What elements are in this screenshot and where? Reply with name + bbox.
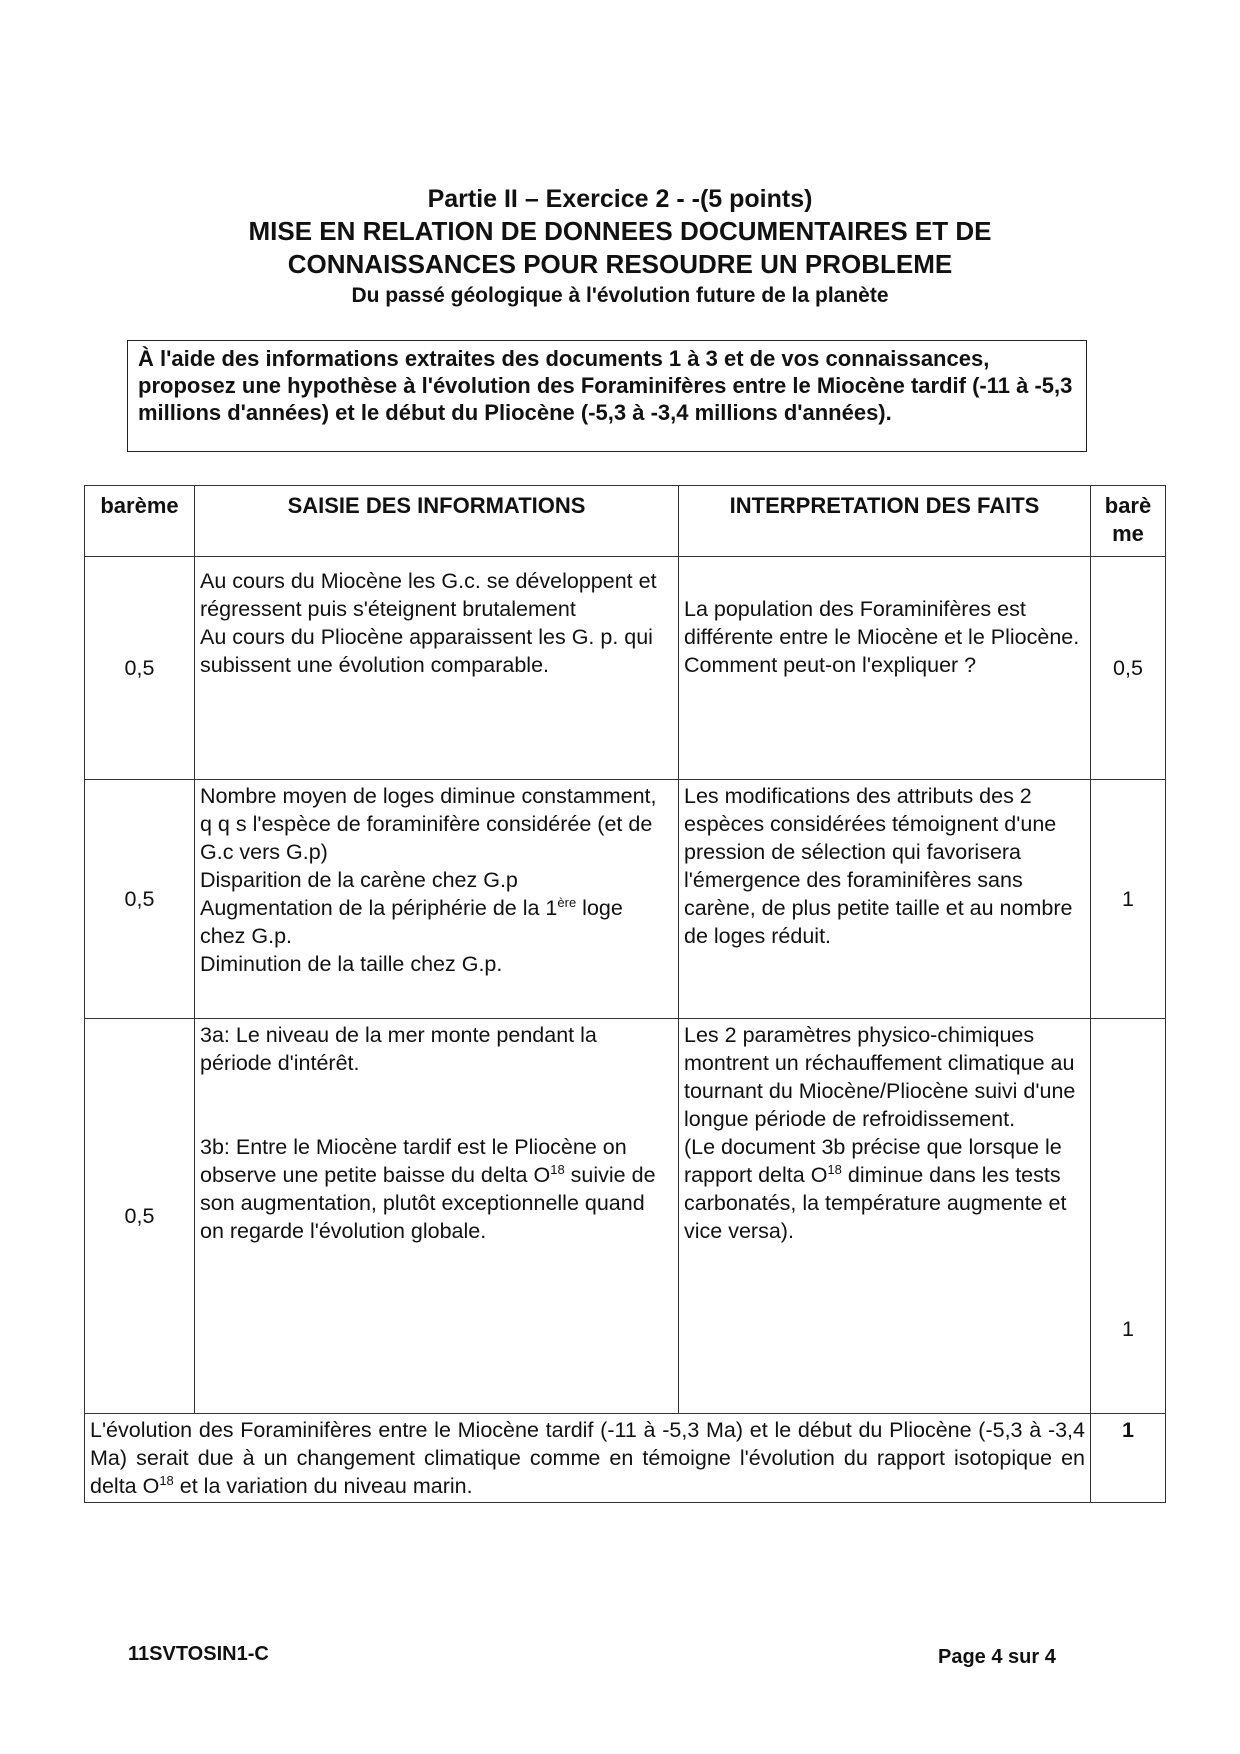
conclusion-text-a: L'évolution des Foraminifères entre le Miocène tardif (-11 à -5,3 Ma) et le début du Pliocène (-5,3 à -3,4 Ma) serait due à un changement climatique comme en témoigne l'évolution du rapport isotopique en delta O — [90, 1418, 1085, 1498]
row2-saisie — [195, 780, 679, 1019]
row3-interp-b: diminue dans les tests carbonatés, la température augmente et vice versa). — [684, 1163, 1067, 1243]
row1-bareme-right: 0,5 — [1091, 557, 1166, 780]
row3-saisie — [195, 1019, 679, 1414]
row3-saisie-3b — [200, 1133, 673, 1245]
conclusion-text-b: et la variation du niveau marin. — [179, 1474, 473, 1498]
exercise-subtitle-line2: CONNAISSANCES POUR RESOUDRE UN PROBLEME — [287, 249, 953, 279]
row3-interpretation — [679, 1019, 1091, 1414]
conclusion-row — [85, 1414, 1166, 1503]
header-interpretation: INTERPRETATION DES FAITS — [679, 486, 1091, 557]
page-number: Page 4 sur 4 — [938, 1646, 1056, 1668]
row2-bareme-left: 0,5 — [85, 780, 195, 1019]
conclusion-sup: 18 — [159, 1472, 174, 1488]
table-row — [85, 780, 1166, 1019]
row3-saisie-3b-sup: 18 — [550, 1161, 565, 1177]
row1-interpretation: La population des Foraminifères est différente entre le Miocène et le Pliocène. Comment peut-on l'expliquer ? — [679, 557, 1091, 780]
exercise-theme: Du passé géologique à l'évolution future de la planète — [351, 284, 889, 307]
table-row — [85, 557, 1166, 780]
document-code: 11SVTOSIN1-C — [128, 1643, 269, 1665]
table-header-row — [85, 486, 1166, 557]
grading-table — [84, 485, 1166, 1503]
header-saisie: SAISIE DES INFORMATIONS — [195, 486, 679, 557]
row2-saisie-a: Nombre moyen de loges diminue constamment, q q s l'espèce de foraminifère considérée (et de G.c vers G.p) Disparition de la carène chez G.p Augmentation de la périphérie de la 1 — [200, 784, 657, 920]
header-bareme-left: barème — [85, 486, 195, 557]
header-bareme-right: barème — [1091, 486, 1166, 557]
row3-bareme-right: 1 — [1091, 1019, 1166, 1414]
row2-saisie-sup: ère — [557, 894, 577, 910]
row1-saisie: Au cours du Miocène les G.c. se développent et régressent puis s'éteignent brutalement Au cours du Pliocène apparaissent les G. p. qui subissent une évolution comparable. — [195, 557, 679, 780]
page-header — [0, 183, 1240, 311]
row2-interpretation: Les modifications des attributs des 2 espèces considérées témoignent d'une pression de sélection qui favorisera l'émergence des foraminifères sans carène, de plus petite taille et au nombre de loges réduit. — [679, 780, 1091, 1019]
row3-saisie-3b-a: 3b: Entre le Miocène tardif est le Pliocène on observe une petite baisse du delta O — [200, 1135, 627, 1187]
row2-saisie-b: loge chez G.p. Diminution de la taille chez G.p. — [200, 896, 623, 976]
conclusion-bareme: 1 — [1091, 1414, 1166, 1503]
row3-saisie-3a: 3a: Le niveau de la mer monte pendant la période d'intérêt. — [200, 1023, 597, 1075]
conclusion-text — [85, 1414, 1091, 1503]
row3-interp-a: Les 2 paramètres physico-chimiques montrent un réchauffement climatique au tournant du Miocène/Pliocène suivi d'une longue période de refroidissement. (Le document 3b précise que lorsque le rapport delta O — [684, 1023, 1076, 1187]
exercise-title: Partie II – Exercice 2 - -(5 points) — [427, 185, 813, 213]
row1-bareme-left: 0,5 — [85, 557, 195, 780]
row3-interp-sup: 18 — [827, 1161, 842, 1177]
table-row — [85, 1019, 1166, 1414]
row2-bareme-right: 1 — [1091, 780, 1166, 1019]
task-box: À l'aide des informations extraites des documents 1 à 3 et de vos connaissances, proposez une hypothèse à l'évolution des Foraminifères entre le Miocène tardif (-11 à -5,3 millions d'années) et le début du Pliocène (-5,3 à -3,4 millions d'années). — [127, 340, 1087, 452]
row3-saisie-3b-b: suivie de son augmentation, plutôt exceptionnelle quand on regarde l'évolution globale. — [200, 1163, 656, 1243]
row3-bareme-left: 0,5 — [85, 1019, 195, 1414]
exercise-subtitle-line1: MISE EN RELATION DE DONNEES DOCUMENTAIRES ET DE — [248, 216, 992, 246]
